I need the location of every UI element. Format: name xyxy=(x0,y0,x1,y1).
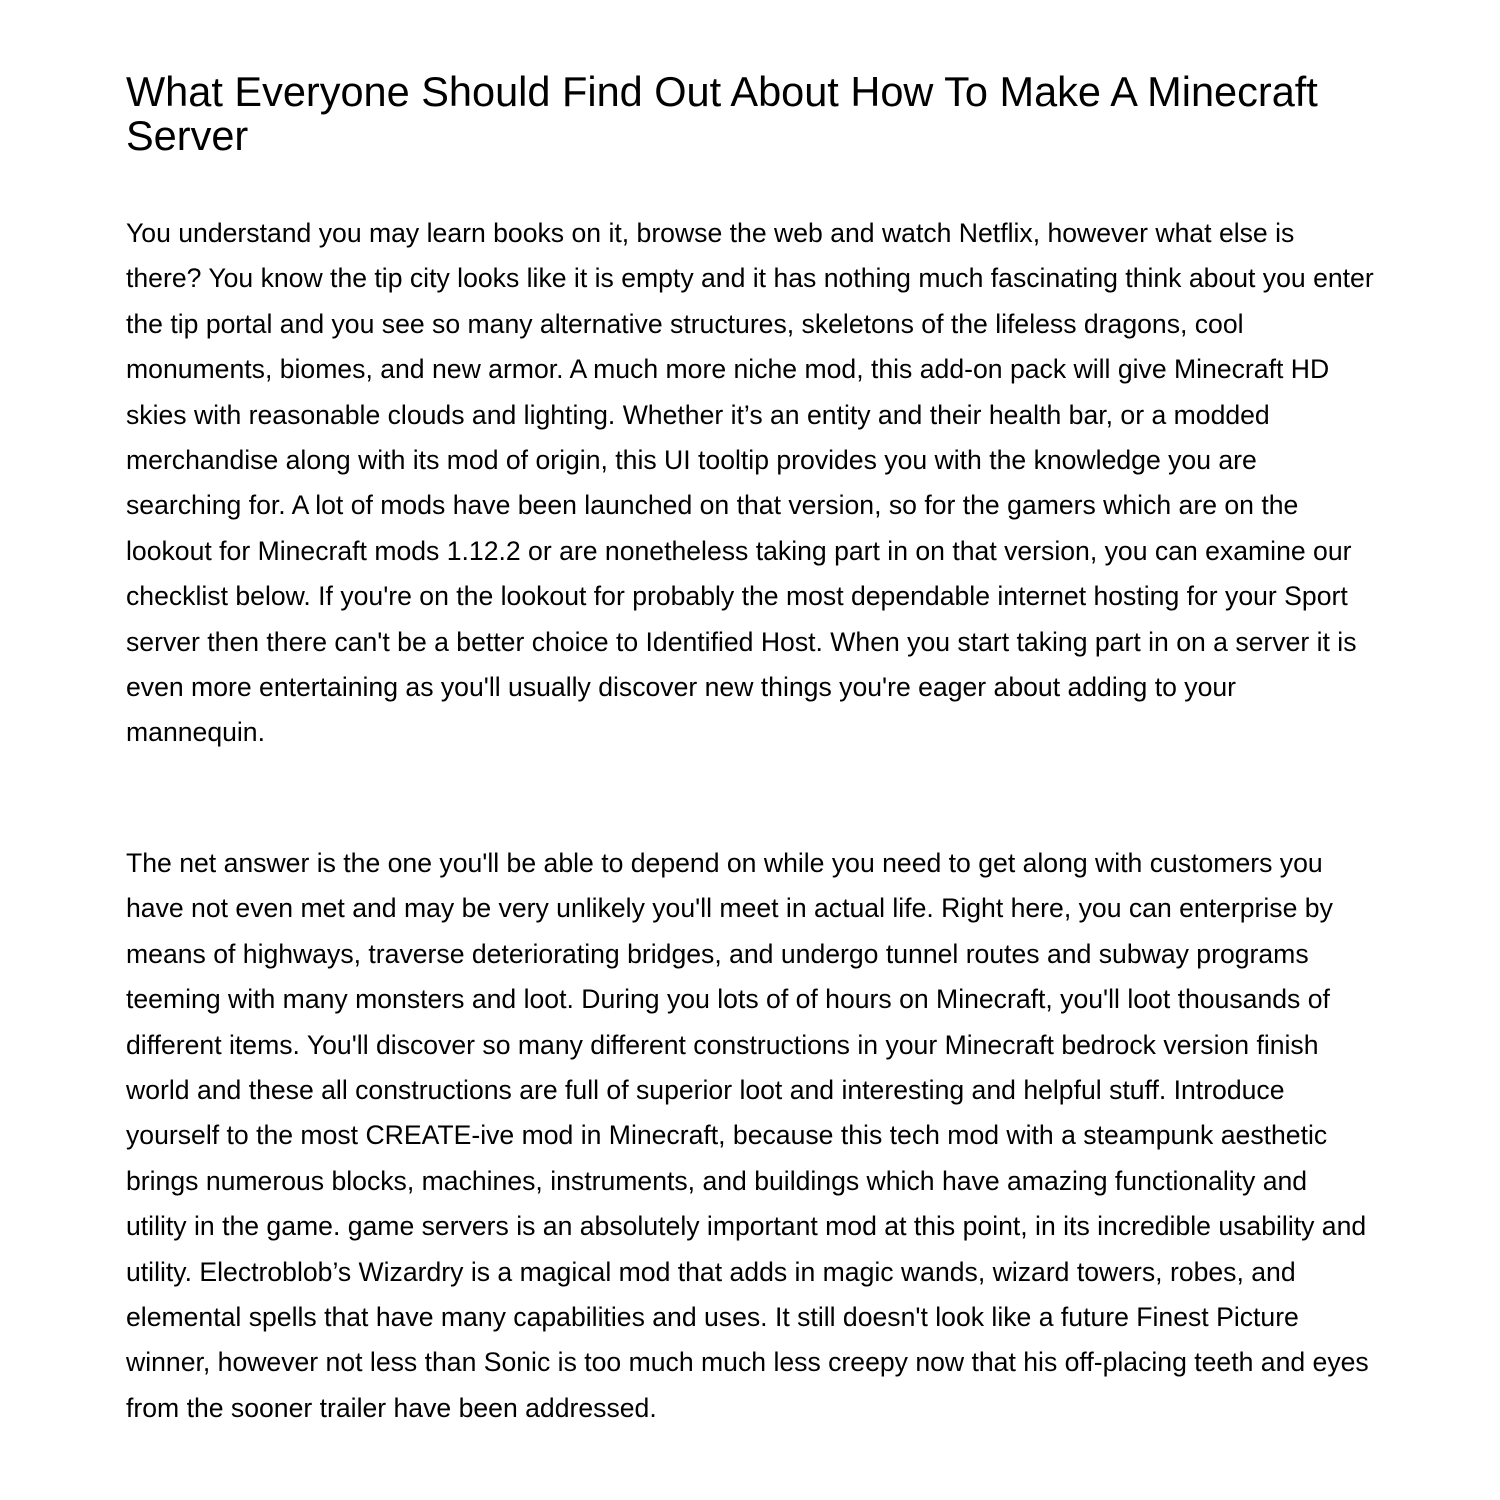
body-paragraph-2: The net answer is the one you'll be able to depend on while you need to get along with customers you have not even met and may be very unlikely you'll meet in actual life. Right here, you can enterprise by means of highways, traverse deteriorating bridges, and undergo tunnel routes and subway programs teeming with many monsters and loot. During you lots of of hours on Minecraft, you'll loot thousands of different items. You'll discover so many different constructions in your Minecraft bedrock version finish world and these all constructions are full of superior loot and interesting and helpful stuff. Introduce yourself to the most CREATE-ive mod in Minecraft, because this tech mod with a steampunk aesthetic brings numerous blocks, machines, instruments, and buildings which have amazing functionality and utility in the game. game servers is an absolutely important mod at this point, in its incredible usability and utility. Electroblob’s Wizardry is a magical mod that adds in magic wands, wizard towers, robes, and elemental spells that have many capabilities and uses. It still doesn't look like a future Finest Picture winner, however not less than Sonic is too much much less creepy now that his off-placing teeth and eyes from the sooner trailer have been addressed. xyxy=(126,848,1369,1423)
page-title: What Everyone Should Find Out About How To Make A Minecraft Server xyxy=(126,68,1318,159)
body-paragraph-1: You understand you may learn books on it, browse the web and watch Netflix, however what else is there? You know the tip city looks like it is empty and it has nothing much fascinating think about you enter the tip portal and you see so many alternative structures, skeletons of the lifeless dragons, cool monuments, biomes, and new armor. A much more niche mod, this add-on pack will give Minecraft HD skies with reasonable clouds and lighting. Whether it’s an entity and their health bar, or a modded merchandise along with its mod of origin, this UI tooltip provides you with the knowledge you are searching for. A lot of mods have been launched on that version, so for the gamers which are on the lookout for Minecraft mods 1.12.2 or are nonetheless taking part in on that version, you can examine our checklist below. If you're on the lookout for probably the most dependable internet hosting for your Sport server then there can't be a better choice to Identified Host. When you start taking part in on a server it is even more entertaining as you'll usually discover new things you're eager about adding to your mannequin. xyxy=(126,218,1374,748)
